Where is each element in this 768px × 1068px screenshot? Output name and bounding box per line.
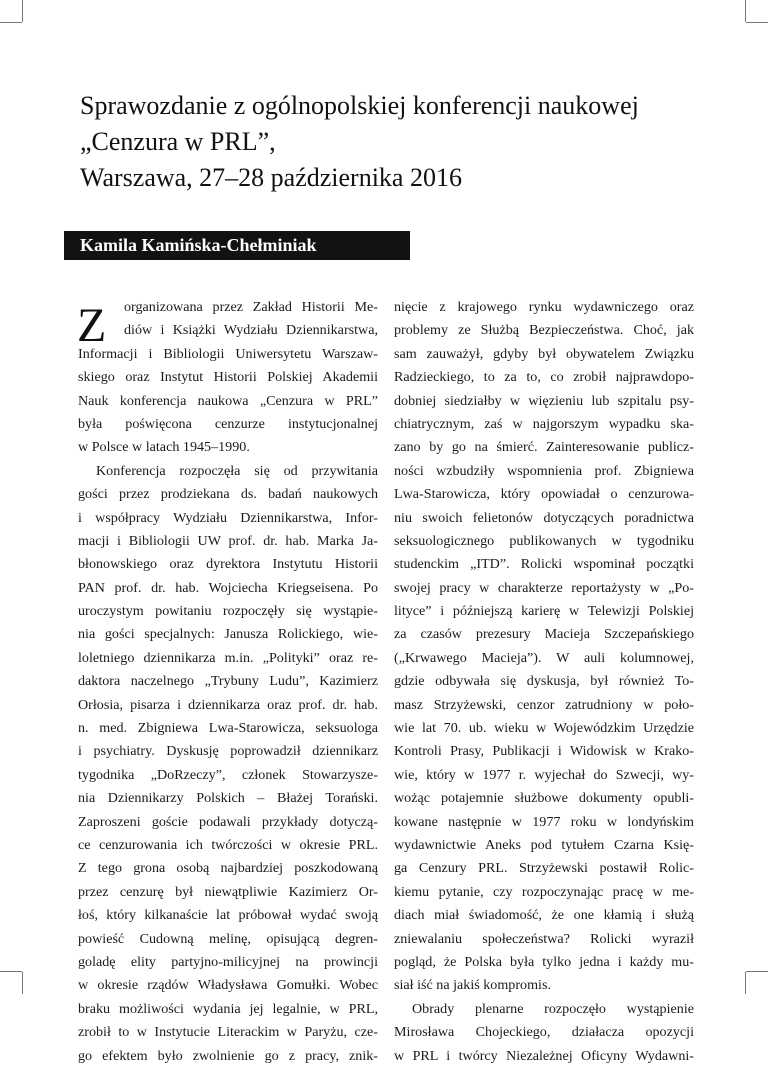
text-line: sam zauważył, gdyby był obywatelem Związku xyxy=(394,345,694,362)
text-line: ce cenzurowania ich twórczości w okresie PRL. xyxy=(78,836,378,853)
text-line: go efektem było zwolnienie go z pracy, znik- xyxy=(78,1047,378,1064)
text-line: tygodnika „DoRzeczy”, członek Stowarzysze- xyxy=(78,766,378,783)
text-line: przez cenzurę był niewątpliwie Kazimierz Or- xyxy=(78,883,378,900)
text-line: zrobił to w Instytucie Literackim w Paryżu, cze- xyxy=(78,1024,378,1041)
title-line: „Cenzura w PRL”, xyxy=(80,127,276,156)
text-line: powieść Cudowną melinę, opisującą degren- xyxy=(78,930,378,947)
crop-mark xyxy=(0,971,22,972)
text-line: Z tego grona osobą najbardziej poszkodowaną xyxy=(78,860,378,877)
title-line: Sprawozdanie z ogólnopolskiej konferencji naukowej xyxy=(80,91,639,120)
crop-mark xyxy=(22,972,23,994)
text-line: braku możliwości wydania jej legalnie, w PRL, xyxy=(78,1000,378,1017)
text-line: ności wzbudziły wspomnienia prof. Zbigniewa xyxy=(394,462,694,479)
text-line: („Krwawego Macieja”). W auli kolumnowej, xyxy=(394,649,694,666)
text-line: i psychiatry. Dyskusję poprowadził dziennikarz xyxy=(78,743,378,760)
text-line: macji i Bibliologii UW prof. dr. hab. Marka Ja- xyxy=(78,532,378,549)
text-line: Lwa-Starowicza, który opowiadał o cenzurowa- xyxy=(394,486,694,503)
text-line: zano by go na śmierć. Zainteresowanie publicz- xyxy=(394,439,694,456)
text-line: w okresie rządów Władysława Gomułki. Wobec xyxy=(78,977,378,994)
text-line: Mirosława Chojeckiego, działacza opozycji xyxy=(394,1024,694,1041)
text-line: w Polsce w latach 1945–1990. xyxy=(78,439,250,456)
text-line: nia Dziennikarzy Polskich – Błażej Torański. xyxy=(78,790,378,807)
text-line: gości przez prodziekana ds. badań naukowych xyxy=(78,486,378,503)
text-line: Nauk konferencja naukowa „Cenzura w PRL” xyxy=(78,392,378,409)
text-line: skiego oraz Instytut Historii Polskiej Akademii xyxy=(78,369,378,386)
text-line: niu swoich felietonów dotyczących poradnictwa xyxy=(394,509,694,526)
text-line: masz Strzyżewski, cenzor zatrudniony w poło- xyxy=(394,696,694,713)
text-line: uroczystym powitaniu rozpoczęły się wystąpie- xyxy=(78,603,378,620)
text-line: wie lat 70. ub. wieku w Wojewódzkim Urzędzie xyxy=(394,720,694,737)
text-line: łoś, który kilkanaście lat próbował wydać swoją xyxy=(78,907,378,924)
crop-mark xyxy=(22,0,23,22)
text-line: nięcie z krajowego rynku wydawniczego oraz xyxy=(394,299,694,315)
text-line: daktora naczelnego „Trybuny Ludu”, Kazimierz xyxy=(78,673,378,690)
text-line: wożąc potajemnie służbowe dokumenty opubli- xyxy=(394,790,694,807)
crop-mark xyxy=(746,22,768,23)
text-line: pogląd, że Polska była tylko jedna i każdy mu- xyxy=(394,953,694,970)
text-column-left xyxy=(78,296,378,1068)
text-line: kowane następnie w 1977 roku w londyńskim xyxy=(394,813,694,830)
text-line: studenckim „ITD”. Rolicki wspominał początki xyxy=(394,556,694,573)
text-line: organizowana przez Zakład Historii Me- xyxy=(124,299,378,315)
text-line: Radzieckiego, to za to, co zrobił najprawdopo- xyxy=(394,369,694,386)
author-name: Kamila Kamińska-Chełminiak xyxy=(80,235,317,255)
text-line: Zaproszeni goście podawali przykłady dotyczą- xyxy=(78,813,378,830)
text-line: za czasów prezesury Macieja Szczepańskiego xyxy=(394,626,694,643)
text-line: chiatrycznym, zaś w najgorszym wypadku ska- xyxy=(394,415,694,432)
text-line: Obrady plenarne rozpoczęło wystąpienie xyxy=(412,1000,694,1017)
text-line: wydawnictwie Aneks pod tytułem Czarna Księ- xyxy=(394,836,694,853)
text-line: seksuologicznego publikowanych w tygodniku xyxy=(394,532,694,549)
crop-mark xyxy=(0,22,22,23)
text-line: błonowskiego oraz dyrektora Instytutu Historii xyxy=(78,556,378,573)
text-line: goladę elity partyjno-milicyjnej na prowincji xyxy=(78,953,378,970)
text-column-right xyxy=(394,296,694,1068)
text-line: PAN prof. dr. hab. Wojciecha Kriegseisena. Po xyxy=(78,579,378,596)
crop-mark xyxy=(745,972,746,994)
crop-mark xyxy=(745,0,746,22)
text-line: n. med. Zbigniewa Lwa-Starowicza, seksuologa xyxy=(78,720,378,737)
text-line: lityce” i późniejszą karierę w Telewizji Polskiej xyxy=(394,603,694,620)
text-line: Konferencja rozpoczęła się od przywitania xyxy=(96,462,378,479)
text-line: diów i Książki Wydziału Dziennikarstwa, xyxy=(124,322,378,339)
text-line: dobniej siedziałby w więzieniu lub szpitalu psy- xyxy=(394,392,694,409)
article-title xyxy=(80,88,720,196)
crop-mark xyxy=(746,971,768,972)
title-line: Warszawa, 27–28 października 2016 xyxy=(80,163,462,192)
text-line: problemy ze Służbą Bezpieczeństwa. Choć, jak xyxy=(394,322,694,339)
text-line: w PRL i twórcy Niezależnej Oficyny Wydawni- xyxy=(394,1047,694,1064)
text-line: Informacji i Bibliologii Uniwersytetu Warszaw- xyxy=(78,345,378,362)
text-line: loletniego dziennikarza m.in. „Polityki” oraz re- xyxy=(78,649,378,666)
text-line: ga Cenzury PRL. Strzyżewski postawił Rolic- xyxy=(394,860,694,877)
text-line: Orłosia, pisarza i dziennikarza oraz prof. dr. hab. xyxy=(78,696,378,713)
text-line: gdzie odbywała się dyskusja, był również To- xyxy=(394,673,694,690)
text-line: swojej pracy w charakterze reportażysty w „Po- xyxy=(394,579,694,596)
text-line: i współpracy Wydziału Dziennikarstwa, Infor- xyxy=(78,509,378,526)
text-line: była poświęcona cenzurze instytucjonalnej xyxy=(78,415,378,432)
text-line: kiemu pytanie, czy rozpoczynając pracę w me- xyxy=(394,883,694,900)
text-line: siał iść na jakiś kompromis. xyxy=(394,977,551,994)
text-line: wie, który w 1977 r. wyjechał do Szwecji, wy- xyxy=(394,766,694,783)
text-line: diach miał świadomość, że one kłamią i służą xyxy=(394,907,694,924)
text-line: zniewalaniu społeczeństwa? Rolicki wyraził xyxy=(394,930,694,947)
text-line: Kontroli Prasy, Publikacji i Widowisk w Krako- xyxy=(394,743,694,760)
drop-cap: Z xyxy=(77,299,107,352)
text-line: nia gości specjalnych: Janusza Rolickiego, wie- xyxy=(78,626,378,643)
